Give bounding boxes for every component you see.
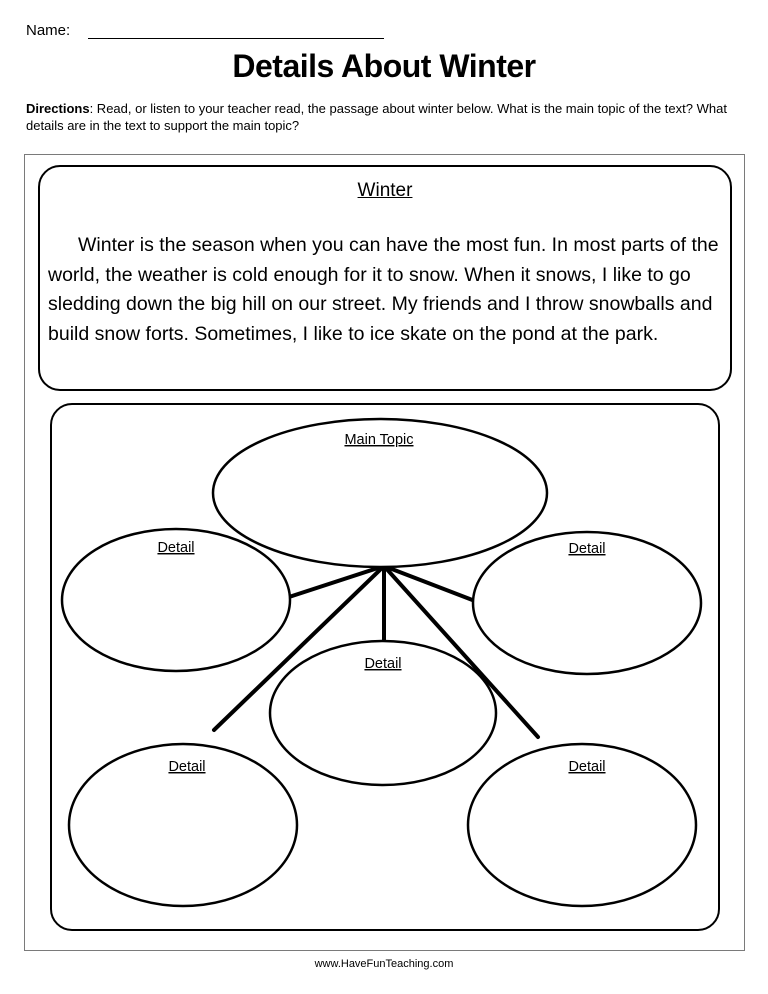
detail-label-center: Detail: [364, 656, 402, 672]
detail-label-left-top: Detail: [157, 540, 195, 556]
footer-website: www.HaveFunTeaching.com: [314, 958, 454, 970]
passage-title: Winter: [357, 180, 413, 201]
page-title: Details About Winter: [232, 48, 536, 84]
detail-label-right-bottom: Detail: [568, 759, 606, 775]
passage-text: Winter is the season when you can have the most fun. In most parts of the world, the weather is cold enough for it to snow. When it snows, I like to go sledding down the big hill on our street. My friends and I throw snowballs and build snow forts. Sometimes, I like to ice skate on the pond at the park.: [48, 234, 719, 345]
detail-label-left-bottom: Detail: [168, 759, 206, 775]
directions-label: Directions: [26, 101, 90, 116]
name-label: Name:: [26, 22, 71, 39]
main-topic-label: Main Topic: [344, 432, 414, 448]
directions-text: : Read, or listen to your teacher read, the passage about winter below. What is the main topic of the text? What details are in the text to support the main topic?: [26, 101, 727, 133]
detail-label-right-top: Detail: [568, 541, 606, 557]
